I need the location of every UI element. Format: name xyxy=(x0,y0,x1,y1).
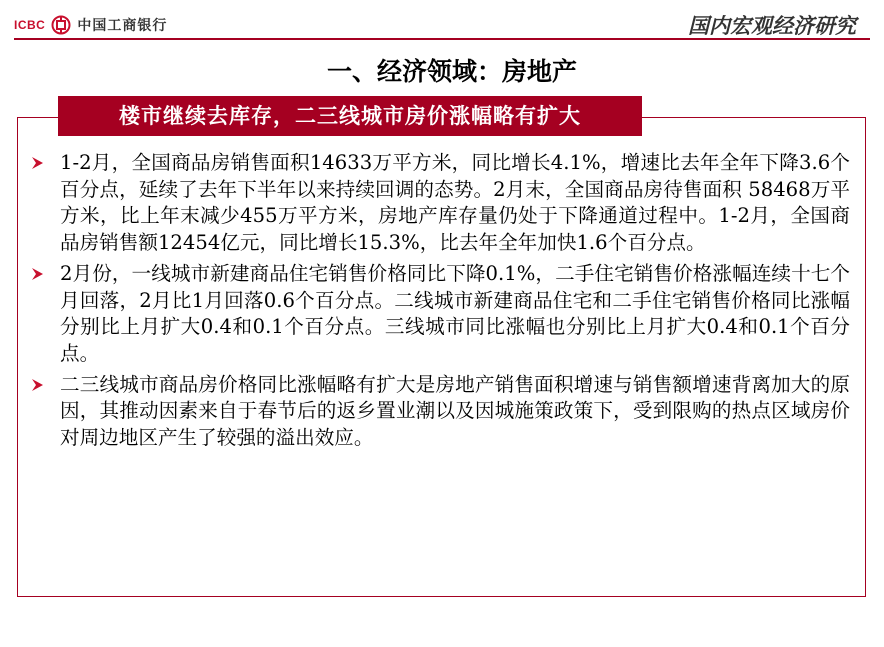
page-title: 一、经济领域：房地产 xyxy=(326,57,577,86)
arrow-bullet-icon xyxy=(30,267,44,281)
icbc-emblem-icon xyxy=(51,15,71,35)
bullet-list xyxy=(30,150,850,456)
header-divider xyxy=(14,38,870,40)
bullet-text: 1-2月，全国商品房销售面积14633万平方米，同比增长4.1%，增速比去年全年下降3.6个百分点，延续了去年下半年以来持续回调的态势。2月末，全国商品房待售面积 58468万平方米，比上年末减少455万平方米，房地产库存量仍处于下降通道过程中。1-2月，全国商品房销售额12454亿元，同比增长15.3%，比去年全年加快1.6个百分点。 xyxy=(60,151,850,255)
bullet-item-prices xyxy=(30,261,850,368)
bullet-item-analysis xyxy=(30,372,850,452)
bullet-text: 二三线城市商品房价格同比涨幅略有扩大是房地产销售面积增速与销售额增速背离加大的原因，其推动因素来自于春节后的返乡置业潮以及因城施策政策下，受到限购的热点区域房价对周边地区产生了较强的溢出效应。 xyxy=(60,372,850,450)
logo-chinese-name: 中国工商银行 xyxy=(77,17,168,33)
section-banner: 楼市继续去库存，二三线城市房价涨幅略有扩大 xyxy=(58,96,642,136)
arrow-bullet-icon xyxy=(30,156,44,170)
icbc-logo xyxy=(14,14,167,36)
arrow-bullet-icon xyxy=(30,378,44,392)
bullet-item-sales xyxy=(30,150,850,257)
logo-text: ICBC xyxy=(14,18,46,32)
report-title: 国内宏观经济研究 xyxy=(688,13,856,38)
bullet-text: 2月份，一线城市新建商品住宅销售价格同比下降0.1%，二手住宅销售价格涨幅连续十七个月回落，2月比1月回落0.6个百分点。二线城市新建商品住宅和二手住宅销售价格同比涨幅分别比上月扩大0.4和0.1个百分点。三线城市同比涨幅也分别比上月扩大0.4和0.1个百分点。 xyxy=(60,261,850,365)
